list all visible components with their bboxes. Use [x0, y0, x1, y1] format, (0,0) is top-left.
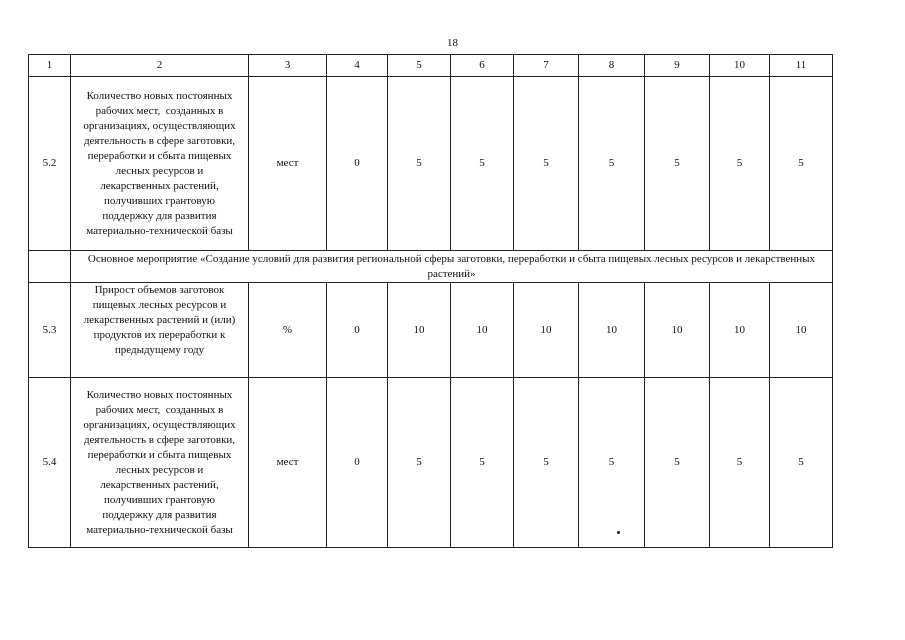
description-line: деятельность в сфере заготовки, — [83, 134, 236, 147]
value-cell: 5 — [388, 378, 451, 548]
page-number: 18 — [447, 37, 458, 49]
row-number: 5.3 — [29, 283, 71, 378]
description-line: лекарственных растений и (или) — [83, 314, 236, 326]
value-cell: 5 — [579, 77, 645, 251]
description-line: лекарственных растений, — [100, 478, 219, 491]
header-cell: 5 — [388, 55, 451, 77]
description-line: пищевых лесных ресурсов и — [92, 299, 227, 311]
value-cell: 10 — [514, 283, 579, 378]
value-cell: 5 — [645, 378, 710, 548]
value-cell: 5 — [710, 77, 770, 251]
value-cell: 5 — [514, 378, 579, 548]
header-cell: 10 — [710, 55, 770, 77]
value-cell: 10 — [710, 283, 770, 378]
unit-cell: мест — [249, 77, 327, 251]
value-cell: 5 — [514, 77, 579, 251]
value-cell: 0 — [327, 77, 388, 251]
section-number-cell — [29, 251, 71, 283]
description-line: рабочих мест, созданных в — [95, 403, 224, 416]
row-number: 5.2 — [29, 77, 71, 251]
description-line: рабочих мест, созданных в — [95, 104, 224, 117]
table-row — [29, 283, 833, 378]
header-cell: 8 — [579, 55, 645, 77]
value-cell: 5 — [579, 378, 645, 548]
value-cell: 10 — [579, 283, 645, 378]
unit-cell: % — [249, 283, 327, 378]
header-cell: 4 — [327, 55, 388, 77]
description-line: лесных ресурсов и — [115, 463, 204, 476]
indicator-description — [71, 283, 249, 378]
description-line: Прирост объемов заготовок — [94, 284, 225, 296]
value-cell: 10 — [645, 283, 710, 378]
section-row — [29, 251, 833, 283]
value-cell: 10 — [451, 283, 514, 378]
description-line: поддержку для развития — [102, 508, 217, 521]
value-cell: 5 — [770, 378, 833, 548]
header-cell: 11 — [770, 55, 833, 77]
description-line: предыдущему году — [114, 344, 205, 356]
value-cell: 0 — [327, 378, 388, 548]
description-line: организациях, осуществляющих — [83, 418, 236, 431]
unit-cell: мест — [249, 378, 327, 548]
value-cell: 5 — [451, 378, 514, 548]
description-line: лесных ресурсов и — [115, 164, 204, 177]
table-row — [29, 378, 833, 548]
value-cell: 5 — [710, 378, 770, 548]
description-line: организациях, осуществляющих — [83, 119, 236, 132]
description-line: Количество новых постоянных — [86, 388, 233, 401]
value-cell: 5 — [770, 77, 833, 251]
value-cell: 10 — [770, 283, 833, 378]
header-cell: 3 — [249, 55, 327, 77]
value-cell: 5 — [451, 77, 514, 251]
scan-speck — [617, 531, 620, 534]
value-cell: 0 — [327, 283, 388, 378]
description-line: поддержку для развития — [102, 209, 217, 222]
value-cell: 5 — [645, 77, 710, 251]
value-cell: 5 — [388, 77, 451, 251]
header-row — [29, 55, 833, 77]
row-number: 5.4 — [29, 378, 71, 548]
description-line: получивших грантовую — [104, 493, 215, 506]
table-row — [29, 77, 833, 251]
indicators-table — [28, 54, 833, 548]
description-line: лекарственных растений, — [100, 179, 219, 192]
description-line: переработки и сбыта пищевых — [87, 448, 232, 461]
header-cell: 7 — [514, 55, 579, 77]
value-cell: 10 — [388, 283, 451, 378]
description-line: материально-технической базы — [86, 523, 233, 536]
description-line: Количество новых постоянных — [86, 89, 233, 102]
section-title: Основное мероприятие «Создание условий для развития региональной сферы заготовки, переработки и сбыта пищевых лесных ресурсов и лекарственных растений» — [71, 251, 833, 283]
header-cell: 2 — [71, 55, 249, 77]
description-line: получивших грантовую — [104, 194, 215, 207]
indicator-description — [71, 378, 249, 548]
description-line: переработки и сбыта пищевых — [87, 149, 232, 162]
indicator-description — [71, 77, 249, 251]
description-line: деятельность в сфере заготовки, — [83, 433, 236, 446]
header-cell: 1 — [29, 55, 71, 77]
description-line: материально-технической базы — [86, 224, 233, 237]
header-cell: 9 — [645, 55, 710, 77]
description-line: продуктов их переработки к — [93, 329, 226, 341]
header-cell: 6 — [451, 55, 514, 77]
